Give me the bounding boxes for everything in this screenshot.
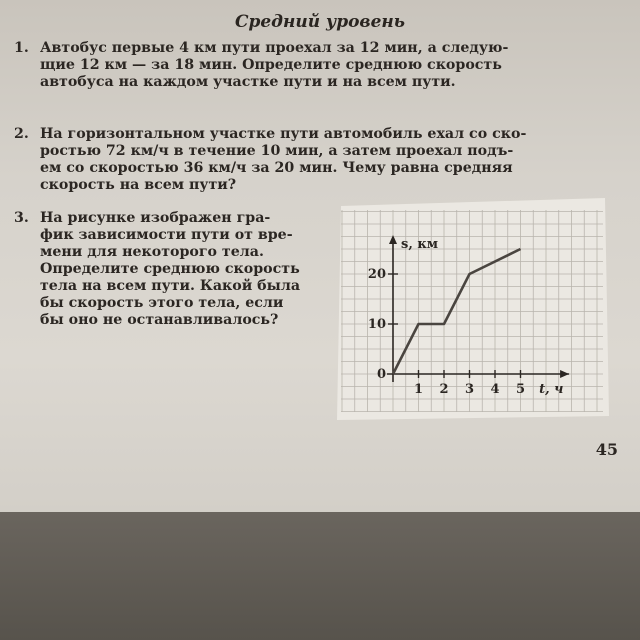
section-heading: Средний уровень <box>234 12 406 32</box>
x-tick-label: 5 <box>515 382 526 397</box>
task-number: 1. <box>14 40 29 56</box>
distance-time-graph <box>335 198 615 420</box>
x-tick-label: 2 <box>439 382 449 397</box>
table-surface <box>0 512 640 640</box>
x-tick-label: 4 <box>490 382 500 397</box>
y-tick-label: 20 <box>367 267 386 282</box>
task-number: 2. <box>14 126 29 142</box>
y-tick-label: 10 <box>367 317 386 332</box>
y-axis-label: s, км <box>401 237 439 252</box>
task-text: Автобус первые 4 км пути проехал за 12 мин, а следую- щие 12 км — за 18 мин. Определите среднюю скорость автобуса на каждом участке пути и на всем пути. <box>40 40 509 90</box>
x-tick-label: 1 <box>413 382 424 397</box>
task-1 <box>14 40 614 91</box>
x-tick-label: 3 <box>464 382 475 397</box>
task-2 <box>14 126 614 194</box>
page-number: 45 <box>595 440 618 459</box>
task-text: На горизонтальном участке пути автомобиль ехал со ско- ростью 72 км/ч в течение 10 мин, а затем проехал подъ- ем со скоростью 36 км/ч за 20 мин. Чему равна средняя скорость на всем пути? <box>40 126 527 193</box>
x-axis-label: t, ч <box>539 382 564 397</box>
task-text: На рисунке изображен гра- фик зависимости пути от вре- мени для некоторого тела. Определите среднюю скорость тела на всем пути. Какой была бы скорость этого тела, если бы оно не останавливалось? <box>40 210 301 328</box>
y-tick-label: 0 <box>376 367 386 382</box>
task-number: 3. <box>14 210 29 226</box>
